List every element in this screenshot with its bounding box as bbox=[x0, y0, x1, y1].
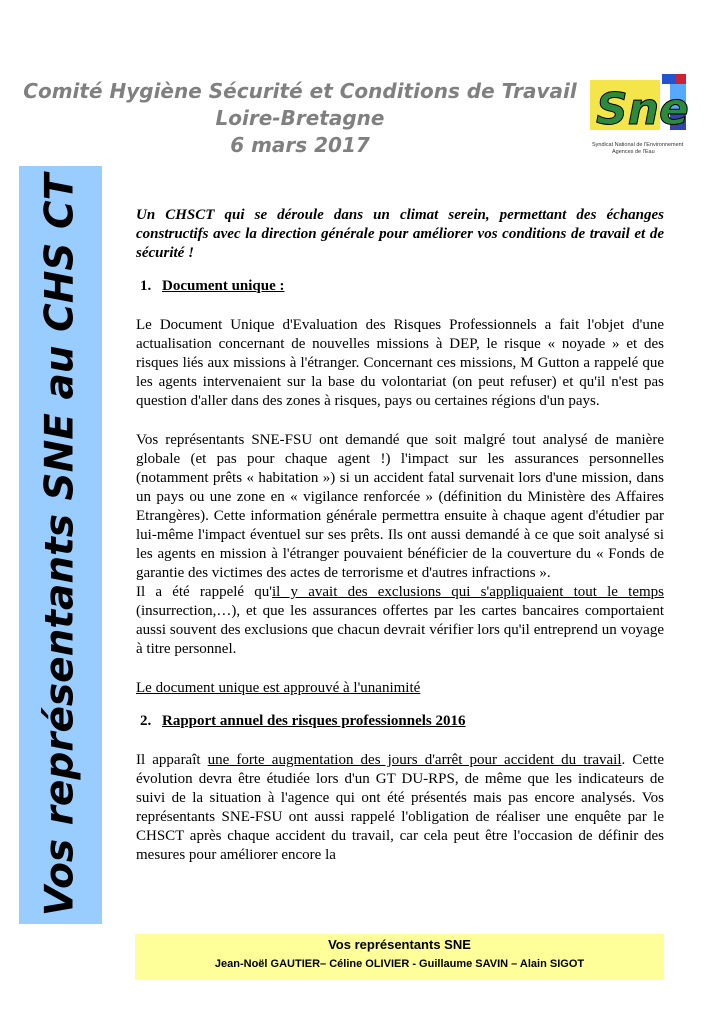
intro-paragraph: Un CHSCT qui se déroule dans un climat serein, permettant des échanges constructifs avec la direction générale pour améliorer vos conditions de travail et de sécurité ! bbox=[136, 207, 664, 261]
section-2-number: 2. bbox=[140, 713, 152, 729]
section-1-p3-end: (insurrection,…), et que les assurances offertes par les cartes bancaires comportaient aussi souvent des exclusions que chacun devrait vérifier lors qu'il entreprend un voyage à titre personnel. bbox=[136, 603, 664, 657]
section-1-paragraph-3 bbox=[136, 583, 664, 659]
section-1-number: 1. bbox=[140, 278, 152, 294]
section-1-p3-start: Il a été rappelé qu' bbox=[136, 584, 272, 600]
section-2-heading bbox=[140, 712, 664, 731]
logo-subtitle-line2: Agences de l'Eau bbox=[612, 149, 655, 155]
section-1-heading bbox=[140, 277, 664, 296]
section-1-p3-underlined: il y avait des exclusions qui s'appliquaient tout le temps bbox=[271, 584, 664, 600]
main-content bbox=[136, 206, 664, 865]
logo-wordmark: Sne bbox=[596, 84, 689, 135]
section-1-conclusion-text: Le document unique est approuvé à l'unanimité bbox=[136, 680, 421, 696]
section-2-paragraph-1 bbox=[136, 751, 664, 865]
sne-logo-graphic bbox=[590, 74, 702, 144]
section-1-paragraph-1: Le Document Unique d'Evaluation des Risques Professionnels a fait l'objet d'une actualisation concernant de nouvelles missions à DEP, le risque « noyade » et des risques liés aux missions à l'étranger. Concernant ces missions, M Gutton a rappelé que les agents intervenaient sur la base du volontariat (on peut refuser) et qu'il n'est pas question d'aller dans des zones à risques, pays ou certaines régions d'un pays. bbox=[136, 317, 664, 409]
header-date: 6 mars 2017 bbox=[230, 133, 370, 157]
section-2-p1-underlined: une forte augmentation des jours d'arrêt pour accident du travail bbox=[207, 752, 622, 768]
footer-names: Jean-Noël GAUTIER– Céline OLIVIER - Guillaume SAVIN – Alain SIGOT bbox=[214, 958, 585, 970]
section-2-p1-start: Il apparaît bbox=[136, 752, 208, 768]
header-title: Comité Hygiène Sécurité et Conditions de Travail bbox=[23, 79, 577, 103]
section-1-title: Document unique : bbox=[162, 278, 285, 294]
footer-title: Vos représentants SNE bbox=[328, 937, 471, 952]
header-region: Loire-Bretagne bbox=[215, 106, 385, 130]
sidebar-banner-text: Vos représentants SNE au CHS CT bbox=[37, 173, 83, 917]
section-1-conclusion bbox=[136, 679, 664, 698]
section-2-title: Rapport annuel des risques professionnels 2016 bbox=[162, 713, 466, 729]
document-header bbox=[20, 78, 580, 159]
logo-subtitle-line1: Syndicat National de l'Environnement bbox=[592, 142, 684, 148]
logo-subtitle bbox=[592, 142, 702, 156]
section-1-paragraph-2: Vos représentants SNE-FSU ont demandé que soit malgré tout analysé de manière globale (et pas pour chaque agent !) l'impact sur les assurances personnelles (notamment prêts « habitation ») si un accident fatal survenait lors d'une mission, dans un pays ou une zone en « vigilance renforcée » (définition du Ministère des Affaires Etrangères). Cette information générale permettra ensuite à chaque agent d'étudier par lui-même l'impact éventuel sur ses prêts. Ils ont aussi demandé à ce que soit analysé si les agents en mission à l'étranger pouvaient bénéficier de la couverture du « Fonds de garantie des victimes des actes de terrorisme et d'autres infractions ». bbox=[136, 432, 664, 581]
representatives-footer bbox=[135, 934, 664, 980]
section-2-p1-end: . Cette évolution devra être étudiée lors d'un GT DU-RPS, de même que les indicateurs de suivi de la situation à l'agence qui ont été présentés mais pas encore analysés. Vos représentants SNE-FSU ont aussi rappelé l'obligation de réaliser une enquête par le CHSCT après chaque accident du travail, car cela peut être l'occasion de définir des mesures pour améliorer encore la bbox=[136, 752, 665, 863]
